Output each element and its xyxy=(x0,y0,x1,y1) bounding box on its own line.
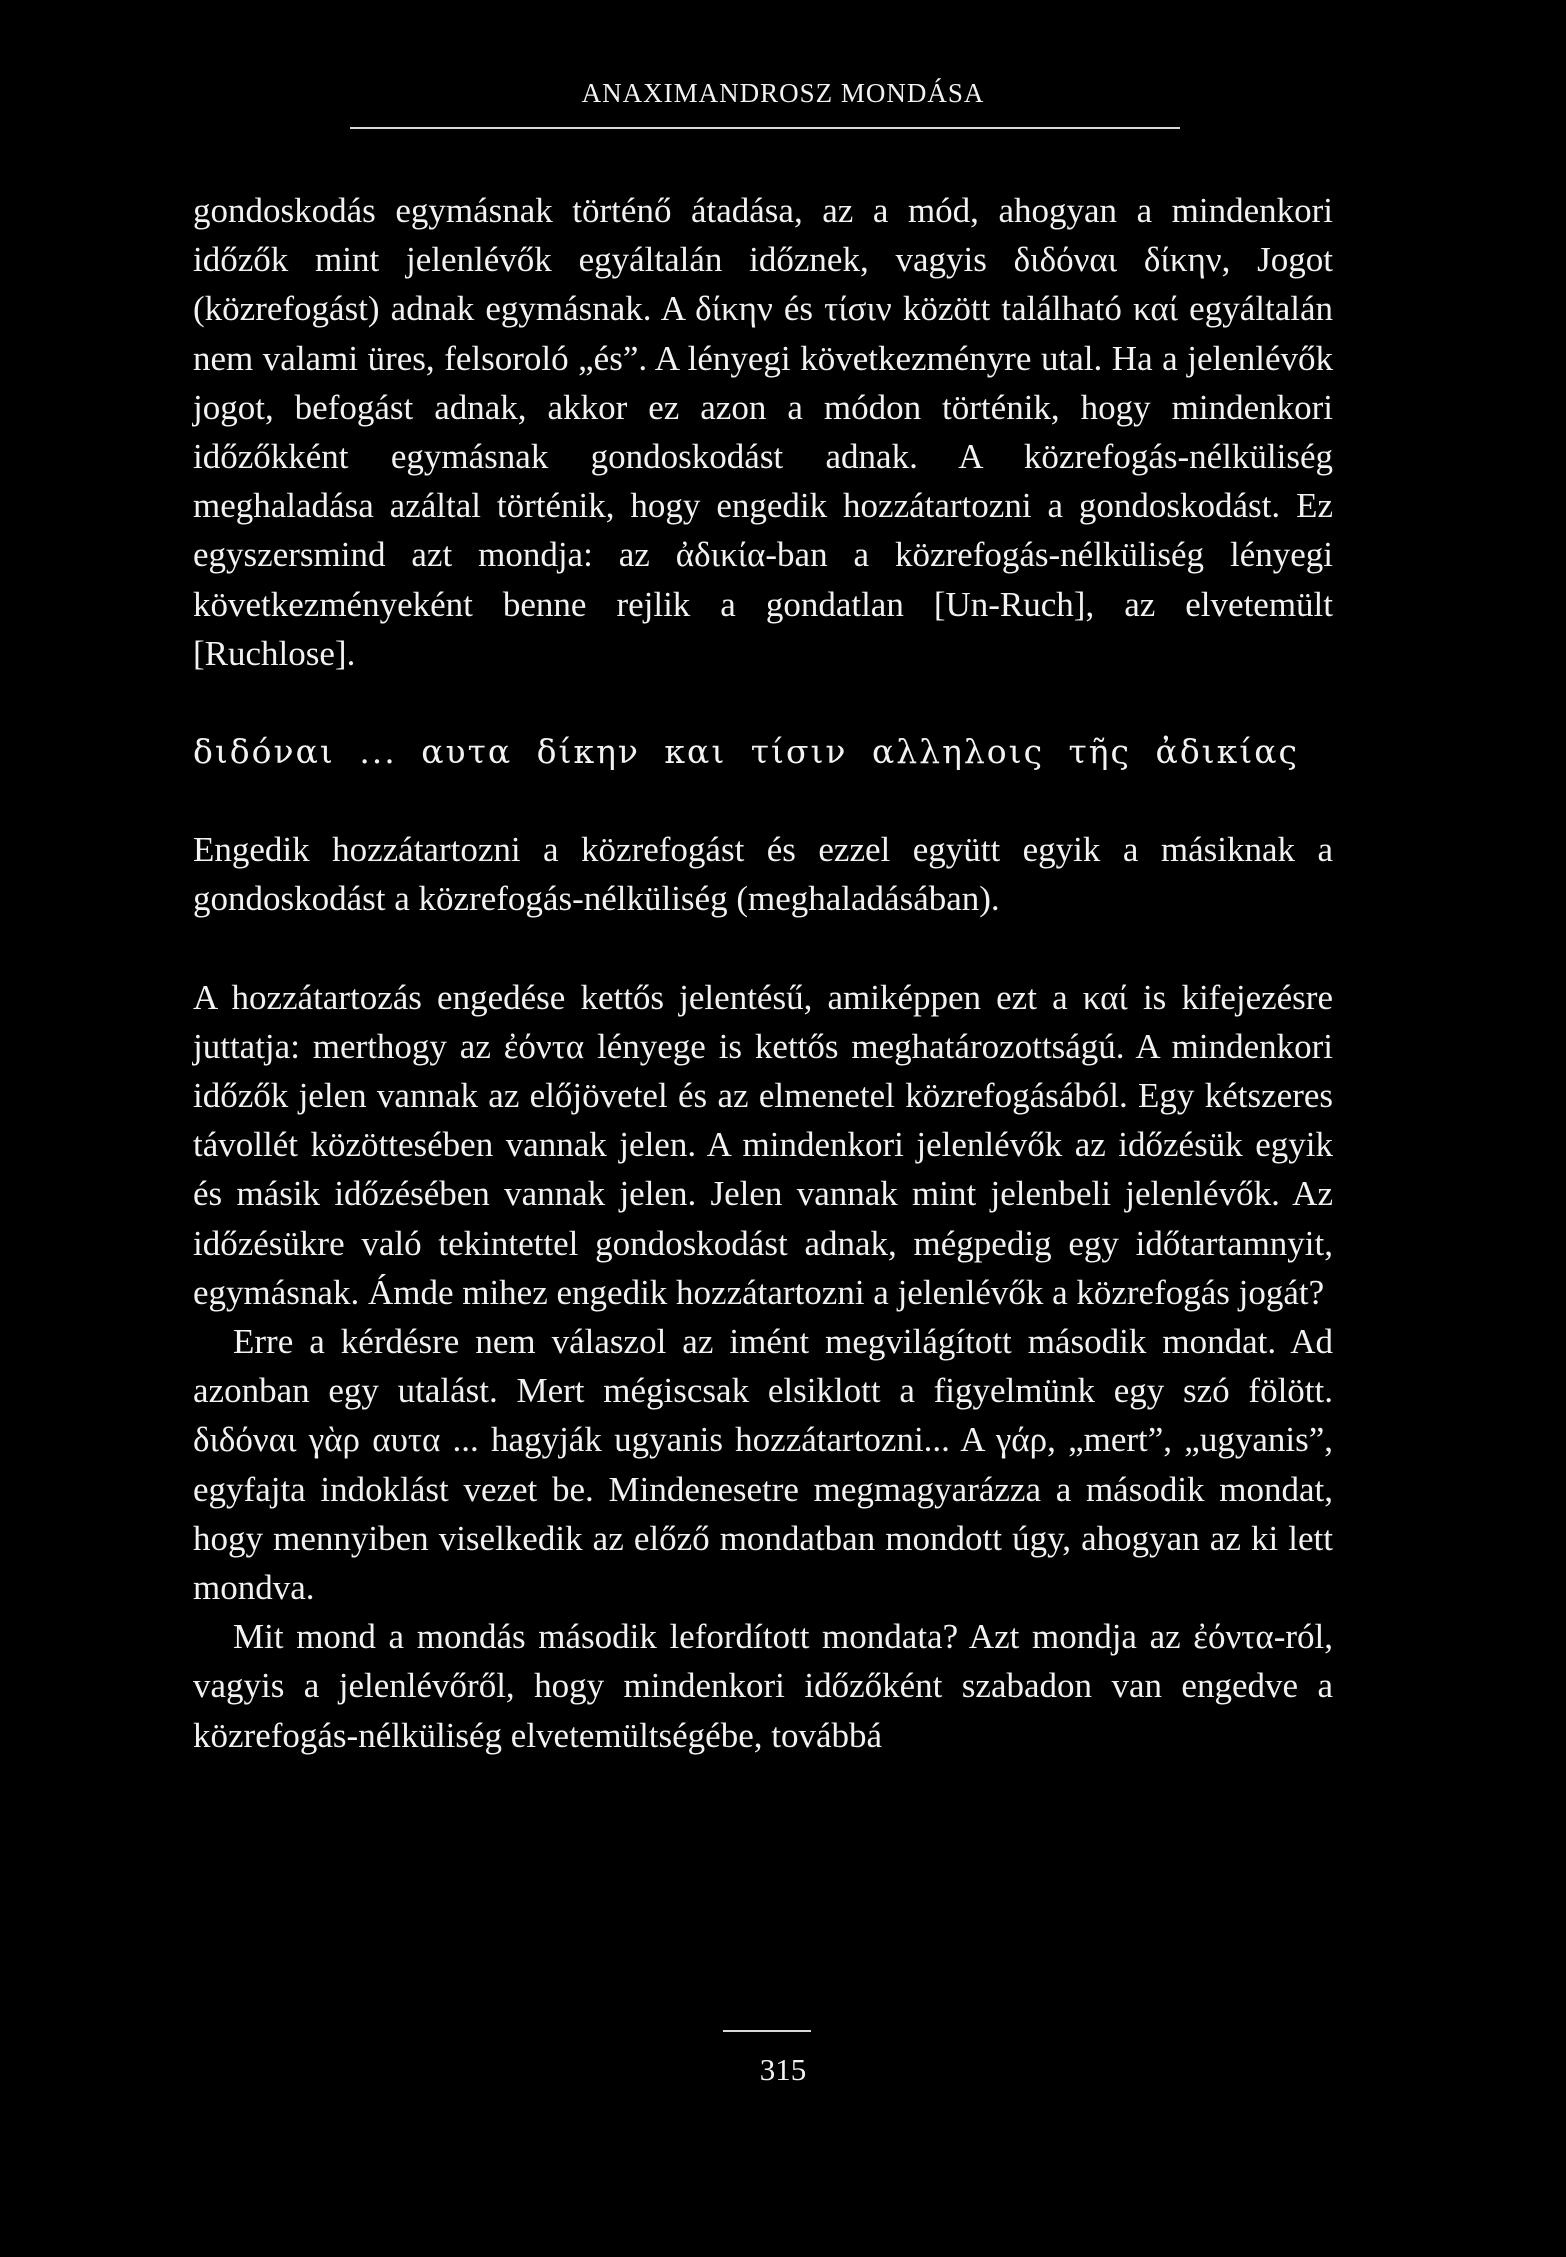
paragraph-3: A hozzátartozás engedése kettős jelentésű, amiképpen ezt a καί is kifejezésre juttatja: merthogy az ἐόντα lényege is kettős meghatározottságú. A mindenkori időzők jelen vannak az előjövetel és az elmenetel közrefogásából. Egy kétszeres távollét közöttesében vannak jelen. A mindenkori jelenlévők az időzésük egyik és másik időzésében vannak jelen. Jelen vannak mint jelenbeli jelenlévők. Az időzésükre való tekintettel gondoskodást adnak, mégpedig egy időtartamnyit, egymásnak. Ámde mihez engedik hozzátartozni a jelenlévők a közrefogás jogát? xyxy=(193,977,1333,1312)
page-number: 315 xyxy=(759,2052,807,2087)
footer-rule xyxy=(723,2030,811,2032)
running-head: ANAXIMANDROSZ MONDÁSA xyxy=(581,78,985,108)
paragraph-2: Engedik hozzátartozni a közrefogást és ezzel együtt egyik a másiknak a gondoskodást a közrefogás-nélküliség (meghaladásában). xyxy=(193,830,1333,919)
greek-quotation: διδόναι ... αυτα δίκην και τίσιν αλληλοις τῆς ἀδικίας xyxy=(193,732,1299,772)
paragraph-1: gondoskodás egymásnak történő átadása, az a mód, ahogyan a mindenkori időzők mint jelenlévők egyáltalán időznek, vagyis διδόναι δίκην, Jogot (közrefogást) adnak egymásnak. A δίκην és τίσιν között található καί egyáltalán nem valami üres, felsoroló „és”. A lényegi következményre utal. Ha a jelenlévők jogot, befogást adnak, akkor ez azon a módon történik, hogy mindenkori időzőkként egymásnak gondoskodást adnak. A közrefogás-nélküliség meghaladása azáltal történik, hogy engedik hozzátartozni a gondoskodást. Ez egyszersmind azt mondja: az ἀδικία-ban a közrefogás-nélküliség lényegi következményeként benne rejlik a gondatlan [Un-Ruch], az elvetemült [Ruchlose]. xyxy=(193,191,1333,673)
paragraph-5: Mit mond a mondás második lefordított mondata? Azt mondja az ἐόντα-ról, vagyis a jelenlévőről, hogy mindenkori időzőként szabadon van engedve a közrefogás-nélküliség elvetemültségébe, továbbá xyxy=(193,1617,1333,1755)
header-rule xyxy=(350,127,1180,129)
paragraph-4: Erre a kérdésre nem válaszol az imént megvilágított második mondat. Ad azonban egy utalást. Mert mégiscsak elsiklott a figyelmünk egy szó fölött. διδόναι γὰρ αυτα ... hagyják ugyanis hozzátartozni... A γάρ, „mert”, „ugyanis”, egyfajta indoklást vezet be. Mindenesetre megmagyarázza a második mondat, hogy mennyiben viselkedik az előző mondatban mondott úgy, ahogyan az ki lett mondva. xyxy=(193,1322,1333,1608)
body-text xyxy=(193,186,1333,1760)
